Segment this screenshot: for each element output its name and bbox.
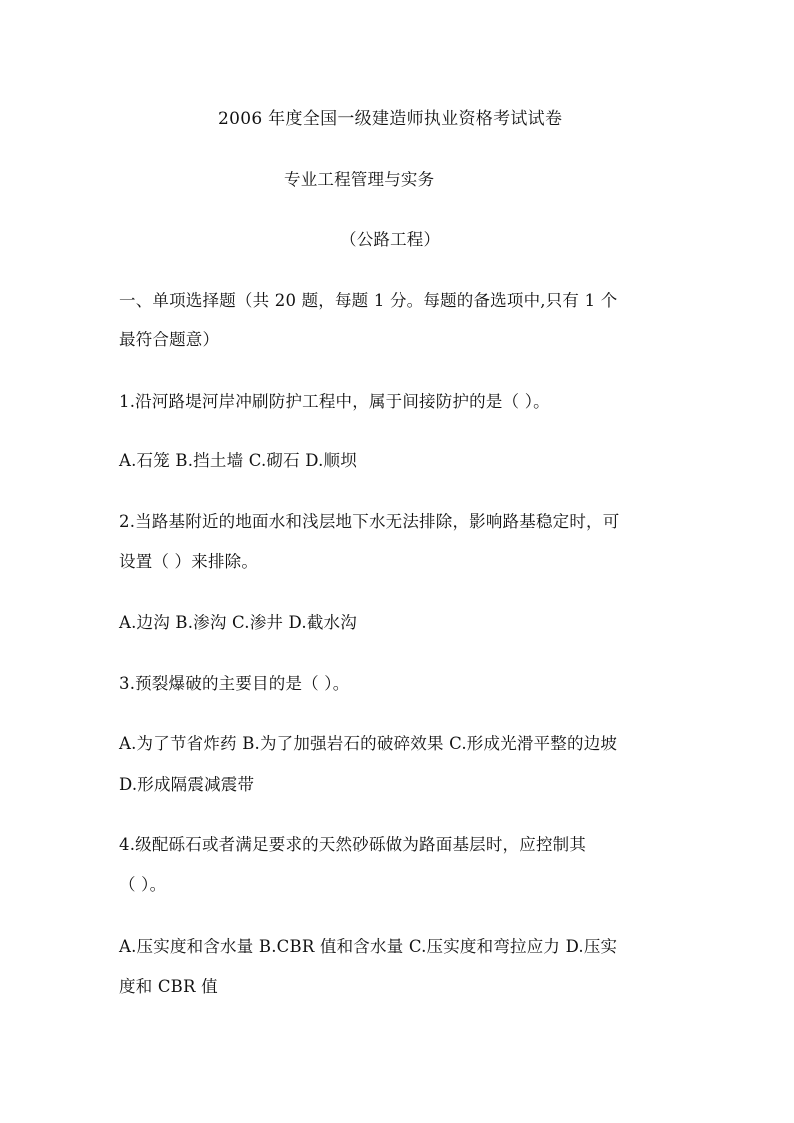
question-3-options-line-2: D.形成隔震减震带	[119, 775, 255, 794]
question-1-options: A.石笼 B.挡土墙 C.砌石 D.顺坝	[119, 451, 357, 470]
question-4-stem-line-1: 4.级配砾石或者满足要求的天然砂砾做为路面基层时，应控制其	[119, 835, 587, 854]
question-2-stem-line-2: 设置（ ）来排除。	[119, 552, 259, 571]
question-3-stem: 3.预裂爆破的主要目的是（ ）。	[119, 674, 350, 693]
question-2-stem-line-1: 2.当路基附近的地面水和浅层地下水无法排除，影响路基稳定时，可	[119, 512, 620, 531]
question-2-options: A.边沟 B.渗沟 C.渗井 D.截水沟	[119, 613, 357, 632]
section-heading-line-2: 最符合题意）	[119, 330, 220, 349]
exam-title: 2006 年度全国一级建造师执业资格考试试卷	[218, 109, 563, 129]
exam-subtitle: 专业工程管理与实务	[284, 170, 435, 189]
question-3-options-line-1: A.为了节省炸药 B.为了加强岩石的破碎效果 C.形成光滑平整的边坡	[119, 734, 618, 753]
exam-subject: （公路工程）	[340, 230, 441, 249]
question-4-stem-line-2: （ ）。	[119, 875, 167, 894]
question-4-options-line-2: 度和 CBR 值	[119, 977, 218, 996]
question-1-stem: 1.沿河路堤河岸冲刷防护工程中，属于间接防护的是（ ）。	[119, 392, 550, 411]
question-4-options-line-1: A.压实度和含水量 B.CBR 值和含水量 C.压实度和弯拉应力 D.压实	[119, 937, 618, 956]
section-heading-line-1: 一、单项选择题（共 20 题，每题 1 分。每题的备选项中,只有 1 个	[119, 291, 618, 310]
